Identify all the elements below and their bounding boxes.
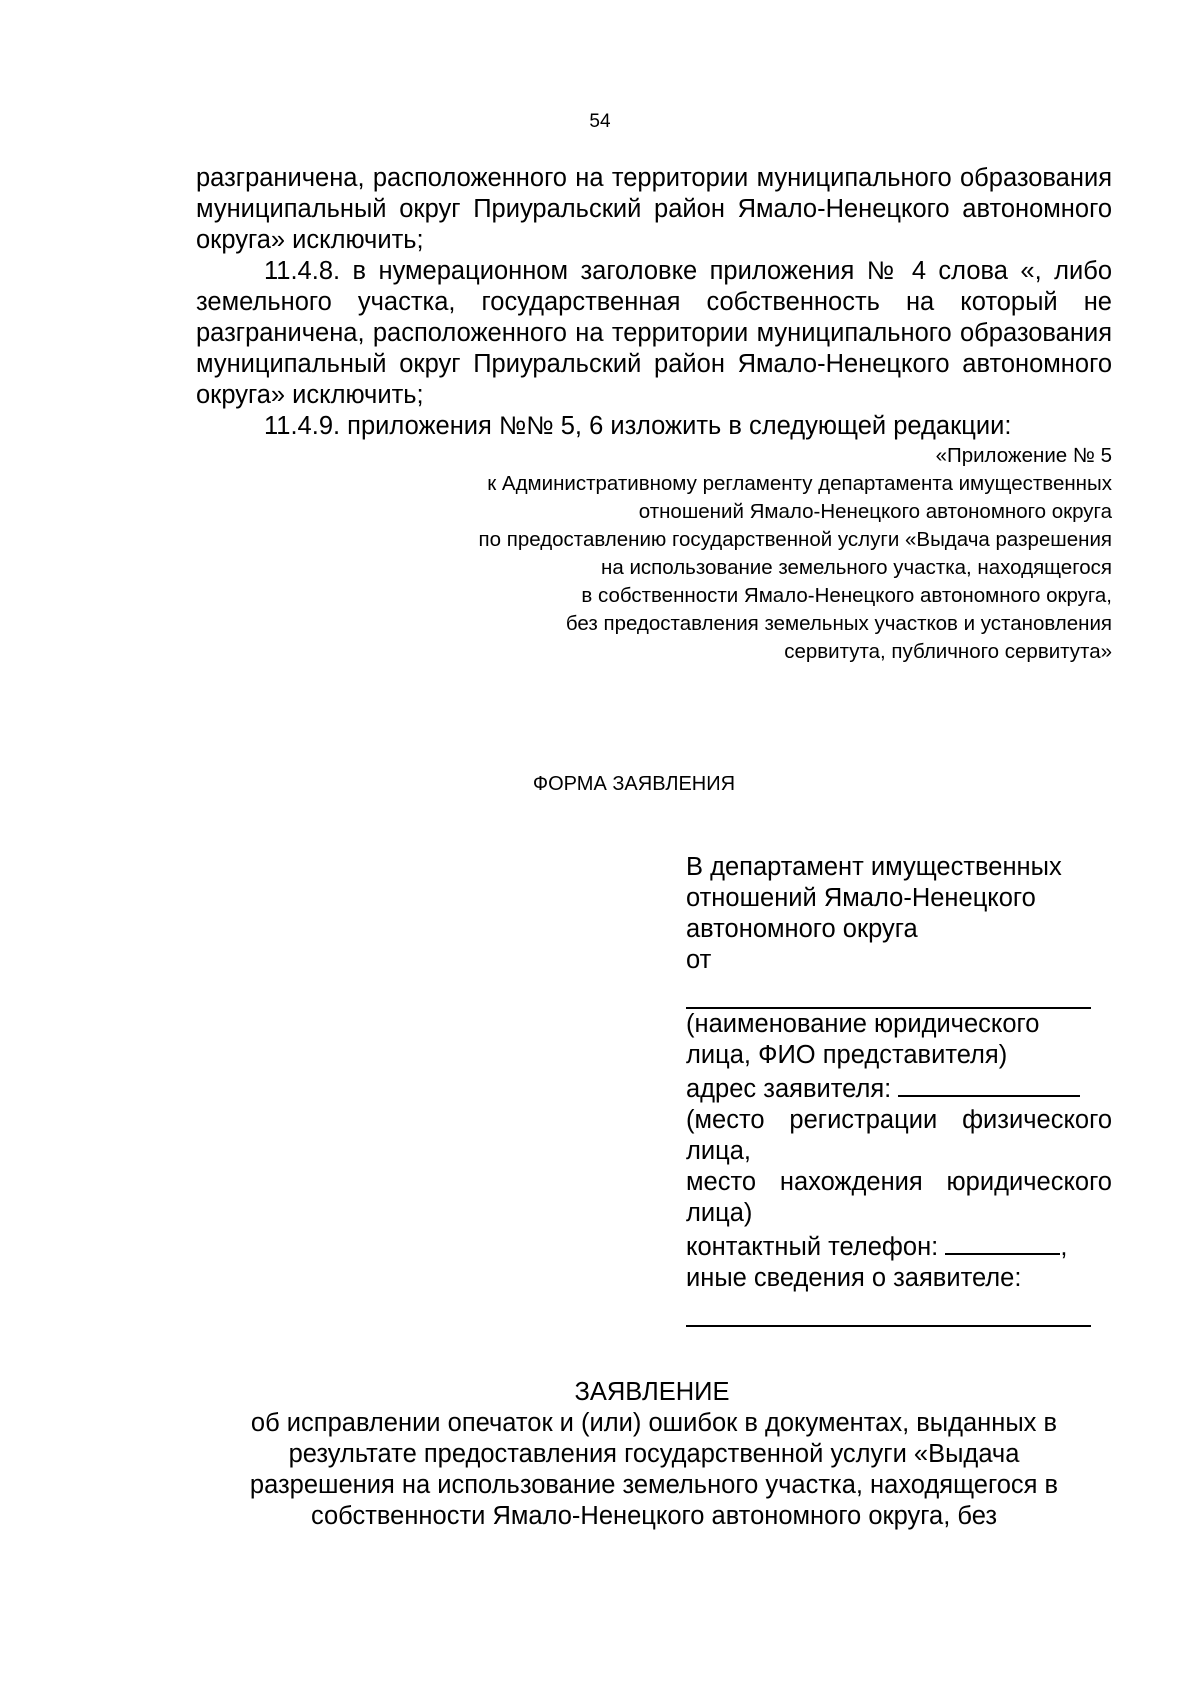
addressee-line: автономного округа xyxy=(686,915,918,943)
appendix-line: без предоставления земельных участков и установления xyxy=(565,612,1112,635)
addressee-line: от xyxy=(686,946,712,974)
body-paragraph: 11.4.9. приложения №№ 5, 6 изложить в следующей редакции: xyxy=(264,412,1012,440)
name-caption-line: (наименование юридического xyxy=(686,1010,1040,1038)
appendix-line: «Приложение № 5 xyxy=(935,444,1112,467)
address-caption-line: (место регистрации физического xyxy=(686,1106,1112,1134)
phone-row xyxy=(686,1229,1112,1263)
phone-blank xyxy=(945,1229,1060,1255)
address-row xyxy=(686,1071,1112,1105)
address-label: адрес заявителя: xyxy=(686,1075,892,1103)
form-title: ФОРМА ЗАЯВЛЕНИЯ xyxy=(532,773,736,795)
address-blank xyxy=(898,1071,1080,1097)
body-text xyxy=(196,163,1112,442)
body-paragraph: 11.4.8. в нумерационном заголовке приложения № 4 слова «, либо земельного участка, государственная собственность на который не разграничена, расположенного на территории муниципального образования муниципальный округ Приуральский район Ямало-Ненецкого автономного округа» исключить; xyxy=(196,257,1112,409)
address-caption-line: лица, xyxy=(686,1137,751,1165)
page-number: 54 xyxy=(589,111,611,132)
addressee-block xyxy=(686,852,1112,1327)
phone-suffix: , xyxy=(1060,1233,1068,1261)
statement-body xyxy=(196,1408,1112,1532)
appendix-line: отношений Ямало-Ненецкого автономного округа xyxy=(638,500,1112,523)
appendix-header xyxy=(330,442,1112,666)
appendix-line: по предоставлению государственной услуги «Выдача разрешения xyxy=(478,528,1112,551)
statement-line: об исправлении опечаток и (или) ошибок в документах, выданных в xyxy=(250,1409,1058,1437)
statement-line: разрешения на использование земельного участка, находящегося в xyxy=(249,1471,1059,1499)
appendix-line: к Административному регламенту департамента имущественных xyxy=(487,472,1112,495)
applicant-name-blank xyxy=(686,976,1091,1009)
other-info-blank xyxy=(686,1294,1091,1327)
statement-line: собственности Ямало-Ненецкого автономного округа, без xyxy=(310,1502,998,1530)
addressee-line: отношений Ямало-Ненецкого xyxy=(686,884,1036,912)
appendix-line: в собственности Ямало-Ненецкого автономного округа, xyxy=(581,584,1112,607)
appendix-line: на использование земельного участка, находящегося xyxy=(601,556,1112,579)
statement-heading: ЗАЯВЛЕНИЕ xyxy=(574,1378,730,1406)
addressee-line: В департамент имущественных xyxy=(686,853,1062,881)
address-caption-line: место нахождения юридического xyxy=(686,1168,1112,1196)
statement-line: результате предоставления государственной услуги «Выдача xyxy=(288,1440,1020,1468)
body-paragraph: разграничена, расположенного на территории муниципального образования муниципальный округ Приуральский район Ямало-Ненецкого автономного округа» исключить; xyxy=(196,164,1112,254)
address-caption-line: лица) xyxy=(686,1199,753,1227)
other-info-label: иные сведения о заявителе: xyxy=(686,1264,1022,1292)
name-caption-line: лица, ФИО представителя) xyxy=(686,1041,1008,1069)
appendix-line: сервитута, публичного сервитута» xyxy=(784,640,1112,663)
phone-label: контактный телефон: xyxy=(686,1233,939,1261)
